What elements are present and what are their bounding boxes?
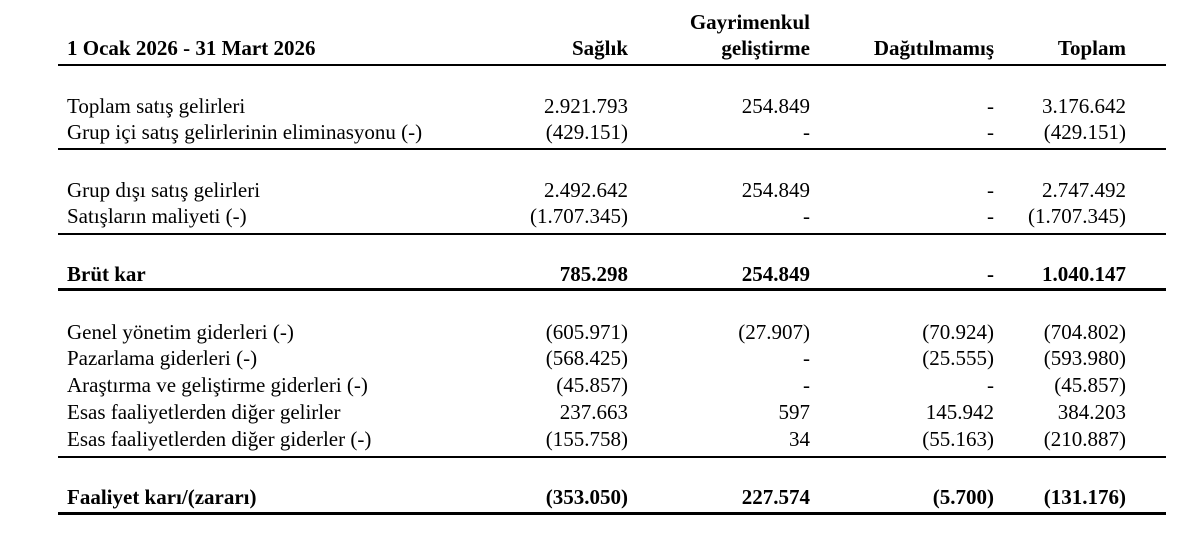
section-divider	[58, 148, 1166, 150]
cell-gayrimenkul: 227.574	[741, 485, 810, 509]
cell-gayrimenkul: 254.849	[741, 94, 810, 118]
cell-gayrimenkul: 34	[789, 427, 810, 451]
cell-toplam: (429.151)	[1043, 120, 1126, 144]
cell-gayrimenkul: -	[803, 373, 810, 397]
section-divider	[58, 456, 1166, 458]
cell-toplam: (45.857)	[1054, 373, 1126, 397]
cell-dagitilmamis: -	[987, 178, 994, 202]
cell-dagitilmamis: (25.555)	[922, 346, 994, 370]
cell-gayrimenkul: 254.849	[741, 262, 810, 286]
cell-toplam: 384.203	[1057, 400, 1126, 424]
cell-toplam: 3.176.642	[1042, 94, 1126, 118]
section-divider	[58, 233, 1166, 235]
cell-toplam: (704.802)	[1043, 320, 1126, 344]
cell-dagitilmamis: -	[987, 94, 994, 118]
cell-saglik: (605.971)	[545, 320, 628, 344]
cell-toplam: (1.707.345)	[1028, 204, 1126, 228]
column-header-gayrimenkul-line1: Gayrimenkul	[689, 10, 810, 34]
cell-saglik: (429.151)	[545, 120, 628, 144]
cell-dagitilmamis: (55.163)	[922, 427, 994, 451]
period-header: 1 Ocak 2026 - 31 Mart 2026	[67, 36, 316, 60]
cell-dagitilmamis: 145.942	[925, 400, 994, 424]
cell-dagitilmamis: -	[987, 373, 994, 397]
cell-saglik: 2.921.793	[544, 94, 628, 118]
row-label: Esas faaliyetlerden diğer gelirler	[67, 400, 341, 424]
cell-toplam: 1.040.147	[1042, 262, 1126, 286]
cell-toplam: (210.887)	[1043, 427, 1126, 451]
cell-gayrimenkul: -	[803, 120, 810, 144]
bottom-divider-thick	[58, 512, 1166, 515]
cell-saglik: (1.707.345)	[530, 204, 628, 228]
row-label: Esas faaliyetlerden diğer giderler (-)	[67, 427, 372, 451]
row-label: Araştırma ve geliştirme giderleri (-)	[67, 373, 368, 397]
cell-dagitilmamis: (5.700)	[932, 485, 994, 509]
cell-saglik: (353.050)	[545, 485, 628, 509]
cell-saglik: (155.758)	[545, 427, 628, 451]
cell-saglik: (45.857)	[556, 373, 628, 397]
row-label: Genel yönetim giderleri (-)	[67, 320, 294, 344]
row-label: Pazarlama giderleri (-)	[67, 346, 258, 370]
header-divider	[58, 64, 1166, 66]
cell-dagitilmamis: -	[987, 204, 994, 228]
row-label: Toplam satış gelirleri	[67, 94, 246, 118]
cell-gayrimenkul: -	[803, 346, 810, 370]
row-label: Satışların maliyeti (-)	[67, 204, 247, 228]
cell-saglik: (568.425)	[545, 346, 628, 370]
cell-saglik: 2.492.642	[544, 178, 628, 202]
cell-gayrimenkul: 254.849	[741, 178, 810, 202]
cell-dagitilmamis: -	[987, 120, 994, 144]
cell-toplam: (593.980)	[1043, 346, 1126, 370]
row-label-faaliyet-kari: Faaliyet karı/(zararı)	[67, 485, 257, 509]
cell-dagitilmamis: -	[987, 262, 994, 286]
row-label: Grup dışı satış gelirleri	[67, 178, 261, 202]
cell-saglik: 785.298	[559, 262, 628, 286]
row-label-brut-kar: Brüt kar	[67, 262, 146, 286]
column-header-toplam: Toplam	[1057, 36, 1126, 60]
cell-toplam: 2.747.492	[1042, 178, 1126, 202]
cell-dagitilmamis: (70.924)	[922, 320, 994, 344]
cell-gayrimenkul: (27.907)	[738, 320, 810, 344]
cell-saglik: 237.663	[559, 400, 628, 424]
section-divider-thick	[58, 288, 1166, 291]
cell-gayrimenkul: -	[803, 204, 810, 228]
column-header-dagitilmamis: Dağıtılmamış	[873, 36, 994, 60]
column-header-saglik: Sağlık	[571, 36, 628, 60]
row-label: Grup içi satış gelirlerinin eliminasyonu (-)	[67, 120, 423, 144]
cell-toplam: (131.176)	[1043, 485, 1126, 509]
cell-gayrimenkul: 597	[778, 400, 810, 424]
column-header-gayrimenkul-line2: geliştirme	[721, 36, 810, 60]
